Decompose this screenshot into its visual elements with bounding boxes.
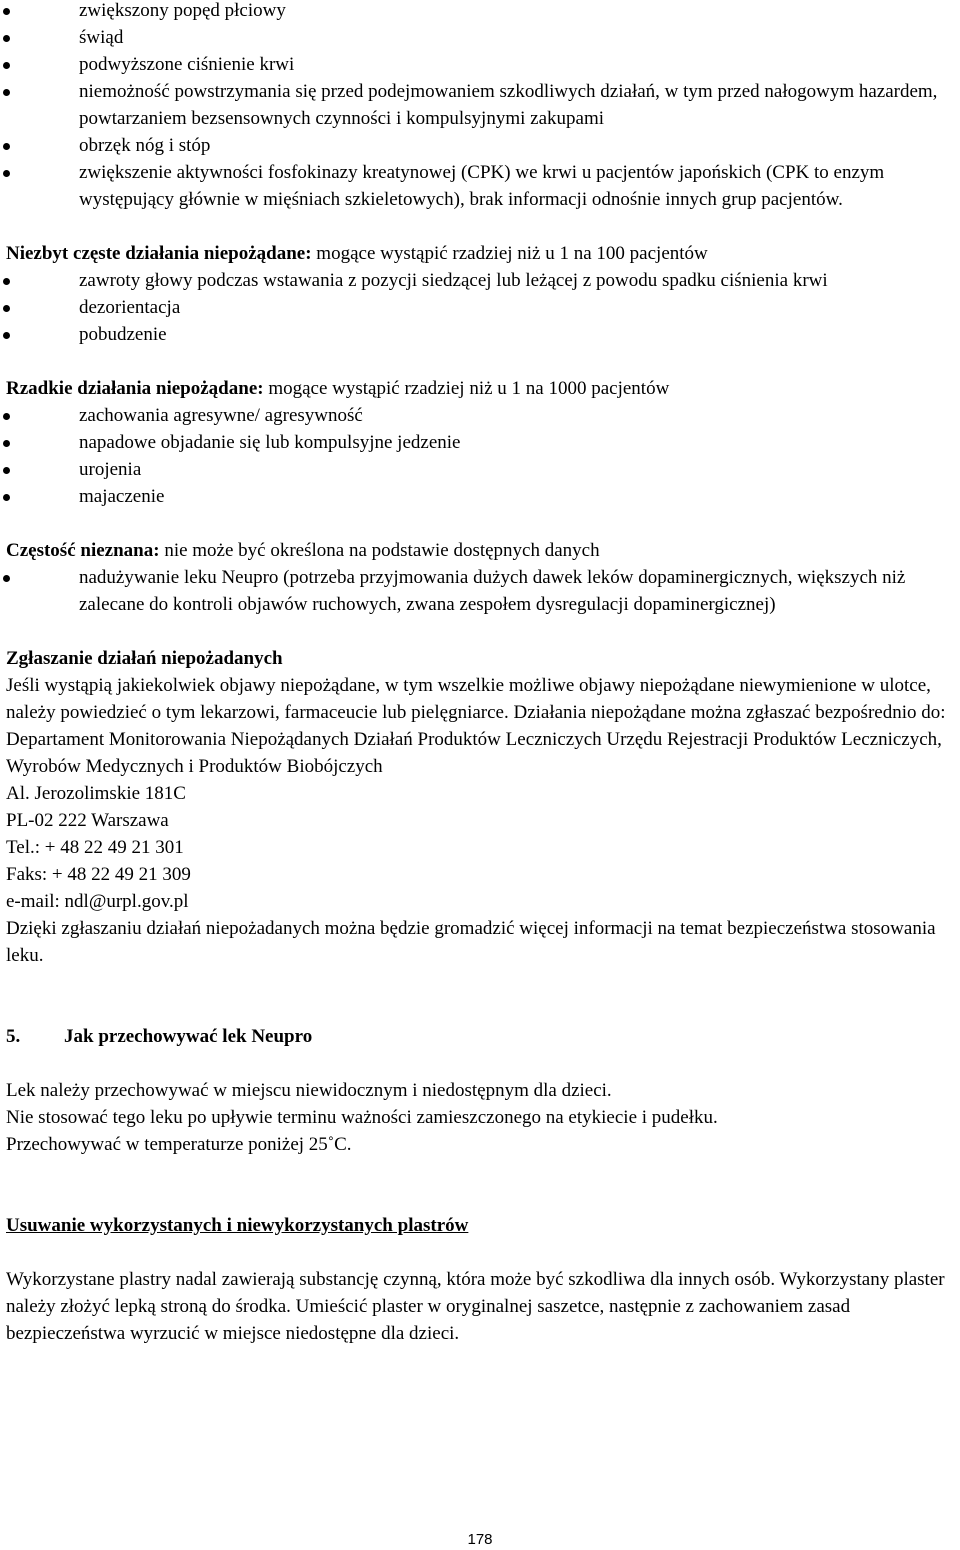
rare-label: Rzadkie działania niepożądane: xyxy=(6,378,264,399)
storage-line: Przechowywać w temperaturze poniżej 25˚C. xyxy=(6,1134,352,1155)
unknown-label: Częstość nieznana: xyxy=(6,540,160,561)
list-item: świąd xyxy=(0,24,960,51)
unknown-intro xyxy=(0,537,960,564)
uncommon-label: Niezbyt częste działania niepożądane: xyxy=(6,243,312,264)
list-item: zawroty głowy podczas wstawania z pozycji siedzącej lub leżącej z powodu spadku ciśnienia krwi xyxy=(0,267,960,294)
reporting-heading: Zgłaszanie działań niepożadanych xyxy=(6,648,283,669)
section-number: 5. xyxy=(6,1026,21,1047)
list-item: podwyższone ciśnienie krwi xyxy=(0,51,960,78)
phone-line: Tel.: + 48 22 49 21 301 xyxy=(6,837,184,858)
list-item: pobudzenie xyxy=(0,321,960,348)
list-item: zwiększenie aktywności fosfokinazy kreatynowej (CPK) we krwi u pacjentów japońskich (CPK to enzym występujący głównie w mięśniach szkieletowych), brak informacji odnośnie innych grup pacjentów. xyxy=(0,159,960,213)
disposal-paragraph: Wykorzystane plastry nadal zawierają substancję czynną, która może być szkodliwa dla innych osób. Wykorzystany plaster należy złożyć lepką stroną do środka. Umieścić plaster w oryginalnej saszetce, następnie z zachowaniem zasad bezpieczeństwa wyrzucić w miejsce niedostępne dla dzieci. xyxy=(6,1269,945,1344)
list-item: zachowania agresywne/ agresywność xyxy=(0,402,960,429)
fax-line: Faks: + 48 22 49 21 309 xyxy=(6,864,191,885)
rare-intro xyxy=(0,375,960,402)
address-line: Al. Jerozolimskie 181C xyxy=(6,783,186,804)
list-item: obrzęk nóg i stóp xyxy=(0,132,960,159)
storage-line: Lek należy przechowywać w miejscu niewidocznym i niedostępnym dla dzieci. xyxy=(6,1080,612,1101)
storage-line: Nie stosować tego leku po upływie terminu ważności zamieszczonego na etykiecie i pudełku. xyxy=(6,1107,718,1128)
rare-text: mogące wystąpić rzadziej niż u 1 na 1000 pacjentów xyxy=(263,378,670,399)
section-title: Jak przechowywać lek Neupro xyxy=(64,1026,313,1047)
rare-list xyxy=(0,402,960,510)
side-effects-list-top xyxy=(0,0,960,213)
page-number: 178 xyxy=(467,1531,493,1548)
list-item: urojenia xyxy=(0,456,960,483)
list-item: dezorientacja xyxy=(0,294,960,321)
list-item: zwiększony popęd płciowy xyxy=(0,0,960,24)
address-line: PL-02 222 Warszawa xyxy=(6,810,169,831)
list-item: niemożność powstrzymania się przed podejmowaniem szkodliwych działań, w tym przed nałogowym hazardem, powtarzaniem bezsensownych czynności i kompulsyjnymi zakupami xyxy=(0,78,960,132)
uncommon-list xyxy=(0,267,960,348)
email-line: e-mail: ndl@urpl.gov.pl xyxy=(6,891,189,912)
list-item: napadowe objadanie się lub kompulsyjne jedzenie xyxy=(0,429,960,456)
reporting-closing: Dzięki zgłaszaniu działań niepożadanych można będzie gromadzić więcej informacji na temat bezpieczeństwa stosowania leku. xyxy=(6,918,936,966)
list-item: nadużywanie leku Neupro (potrzeba przyjmowania dużych dawek leków dopaminergicznych, większych niż zalecane do kontroli objawów ruchowych, zwana zespołem dysregulacji dopaminergicznej) xyxy=(0,564,960,618)
disposal-heading: Usuwanie wykorzystanych i niewykorzystanych plastrów xyxy=(6,1215,469,1236)
unknown-text: nie może być określona na podstawie dostępnych danych xyxy=(159,540,600,561)
reporting-paragraph: Jeśli wystąpią jakiekolwiek objawy niepożądane, w tym wszelkie możliwe objawy niepożądane niewymienione w ulotce, należy powiedzieć o tym lekarzowi, farmaceucie lub pielęgniarce. Działania niepożądane można zgłaszać bezpośrednio do: xyxy=(6,675,946,723)
uncommon-intro xyxy=(0,240,960,267)
section-5-heading xyxy=(0,1023,960,1050)
uncommon-text: mogące wystąpić rzadziej niż u 1 na 100 pacjentów xyxy=(311,243,708,264)
unknown-list xyxy=(0,564,960,618)
address-line: Departament Monitorowania Niepożądanych Działań Produktów Leczniczych Urzędu Rejestracji Produktów Leczniczych, Wyrobów Medycznych i Produktów Biobójczych xyxy=(6,729,942,777)
list-item: majaczenie xyxy=(0,483,960,510)
